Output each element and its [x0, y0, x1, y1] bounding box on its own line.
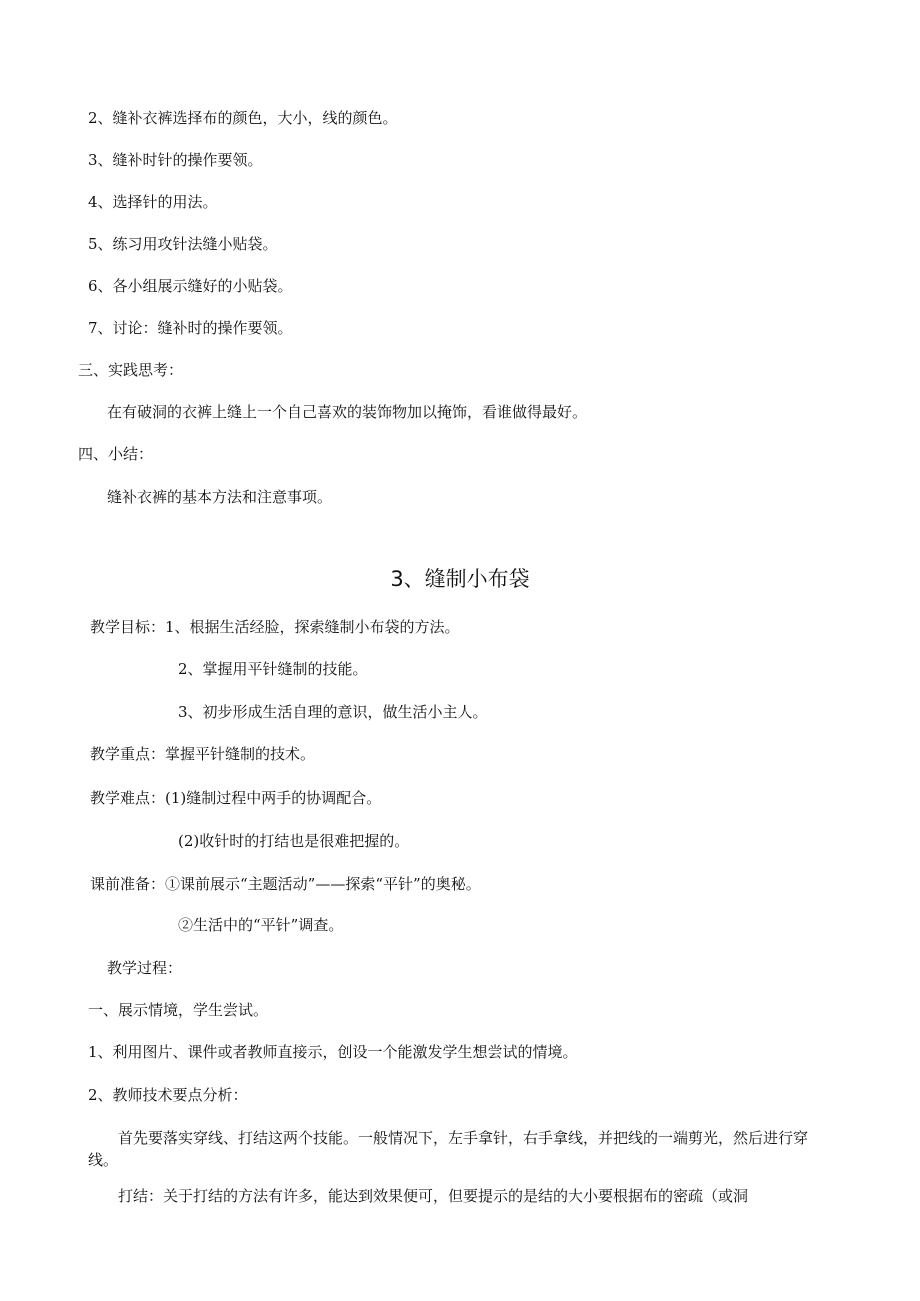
prep-item: ②生活中的“平针”调查。 — [178, 916, 344, 934]
step-heading: 一、展示情境，学生尝试。 — [88, 1001, 269, 1019]
goals-label: 教学目标： — [90, 618, 166, 636]
list-item: 6、各小组展示缝好的小贴袋。 — [88, 277, 293, 295]
lesson-title: 3、缝制小布袋 — [390, 567, 530, 591]
section-heading: 四、小结： — [78, 445, 154, 463]
difficulty-line — [90, 788, 381, 808]
prep-item: ①课前展示“主题活动”——探索“平针”的奥秘。 — [165, 875, 481, 893]
difficulty-label: 教学难点： — [90, 789, 166, 807]
list-item: 3、缝补时针的操作要领。 — [88, 151, 263, 169]
list-item: 2、缝补衣裤选择布的颜色，大小，线的颜色。 — [88, 109, 398, 127]
difficulty-item: (2)收针时的打结也是很难把握的。 — [178, 832, 410, 850]
paragraph: 打结：关于打结的方法有许多，能达到效果便可，但要提示的是结的大小要根据布的密疏（或洞 — [118, 1187, 749, 1205]
section-text: 在有破洞的衣裤上缝上一个自己喜欢的装饰物加以掩饰，看谁做得最好。 — [107, 403, 588, 421]
goal-item: 1、根据生活经脸，探索缝制小布袋的方法。 — [165, 618, 460, 636]
list-item: 4、选择针的用法。 — [88, 193, 218, 211]
section-heading: 三、实践思考： — [78, 361, 184, 379]
step-item: 1、利用图片、课件或者教师直接示，创设一个能激发学生想尝试的情境。 — [88, 1043, 578, 1061]
process-heading: 教学过程： — [107, 959, 183, 977]
list-item: 7、讨论：缝补时的操作要领。 — [88, 319, 293, 337]
goal-item: 2、掌握用平针缝制的技能。 — [178, 660, 368, 678]
key-point: 教学重点：掌握平针缝制的技术。 — [90, 745, 316, 763]
paragraph: 首先要落实穿线、打结这两个技能。一般情况下，左手拿针，右手拿线，并把线的一端剪光，然后进行穿线。 — [88, 1129, 809, 1169]
goal-item: 3、初步形成生活自理的意识，做生活小主人。 — [178, 703, 488, 721]
step-item: 2、教师技术要点分析： — [88, 1086, 248, 1104]
list-item: 5、练习用攻针法缝小贴袋。 — [88, 235, 278, 253]
section-text: 缝补衣裤的基本方法和注意事项。 — [107, 488, 333, 506]
difficulty-item: (1)缝制过程中两手的协调配合。 — [165, 789, 382, 807]
prep-label: 课前准备： — [90, 875, 166, 893]
goals-line — [90, 617, 460, 637]
prep-line — [90, 874, 481, 894]
